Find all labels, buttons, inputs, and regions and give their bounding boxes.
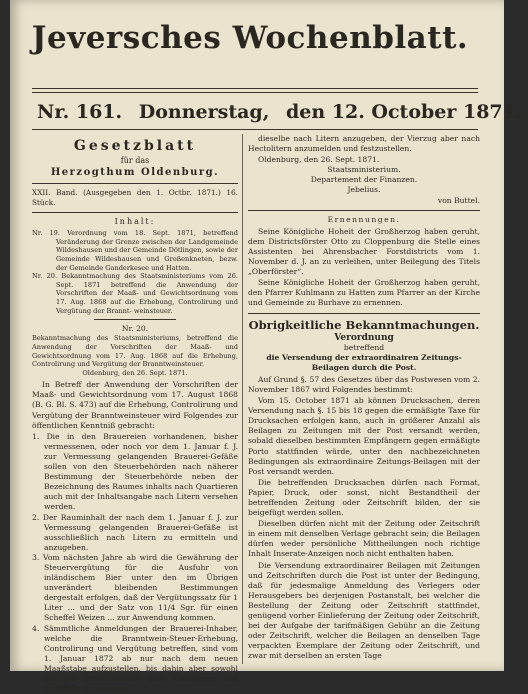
- issue-rule: [32, 129, 478, 130]
- paragraph-drucksachen: Die betreffenden Drucksachen dürfen nach Format, Papier, Druck, oder sonst, nicht Bestandtheil der betreffenden Zeitung oder Zeitschrift bilden, der sie beigefügt werden sollen.: [248, 477, 480, 518]
- issue-date: den 12. October 1871.: [285, 101, 523, 123]
- divider: [32, 183, 238, 184]
- list-item-2: 2. Der Rauminhalt der nach dem 1. Januar f. J. zur Vermessung gelangenden Brauerei-Gefäße ist ausschließlich nach Litern zu ermitteln und anzugeben.: [32, 512, 238, 552]
- divider: [248, 210, 480, 211]
- divider: [94, 319, 176, 320]
- top-signer: Jebelius.: [347, 185, 381, 195]
- left-column: [32, 134, 238, 694]
- inhalt-item-20: Nr. 20. Bekanntmachung des Staatsministeriums vom 26. Sept. 1871 betreffend die Anwendung der Vorschriften der Maaß- und Gewichtsordnung vom 17. Aug. 1868 auf die Erhebung, Controlirung und Vergütung der Brannt- weinsteuer.: [32, 272, 238, 315]
- nr20-heading: Nr. 20.: [121, 324, 149, 334]
- masthead-rule-bottom: [32, 92, 478, 93]
- masthead-title: Jeversches Wochenblatt.: [31, 20, 469, 56]
- paragraph-dieselben: Dieselben dürfen nicht mit der Zeitung oder Zeitschrift in einem mit denselben Verlage gebracht sein; die Beilagen dürfen weder persönliche Mittheilungen noch richtige Inhalt Inserate-Anzeigen noch nicht enthalten haben.: [248, 519, 480, 559]
- band-line: XXII. Band. (Ausgegeben den 1. Octbr. 1871.) 16. Stück.: [32, 188, 238, 208]
- paragraph-october: Vom 15. October 1871 ab können Drucksachen, deren Versendung nach §. 15 bis 18 gegen die ermäßigte Taxe für Drucksachen erfolgen kann, auch in größerer Anzahl als Beilagen zu Zeitungen mit der Post versandt werden, sobald dieselben bestimmten Empfängern gegen ermäßigte Porto stattfinden würde, unter den nachbezeichneten Bedingungen als extraordinaire Zeitungs-Beilagen mit der Post versandt werden.: [248, 396, 480, 476]
- issue-line: [32, 99, 523, 125]
- column-divider: [242, 134, 243, 664]
- top-place: Oldenburg, den 26. Sept. 1871.: [258, 155, 380, 165]
- paragraph-intro: In Betreff der Anwendung der Vorschriften der Maaß- und Gewichtsordnung vom 17. August 1868 (B. G. Bl. S. 473) auf die Erhebung, Controlirung und Vergütung der Branntweinsteuer wird Folgendes zur öffentlichen Kenntniß gebracht:: [32, 380, 238, 430]
- obrigkeitliche-heading: Obrigkeitliche Bekanntmachungen.: [248, 317, 480, 332]
- top-department: Departement der Finanzen.: [310, 175, 418, 185]
- divider: [248, 313, 480, 314]
- gesetzblatt-fuer: für das: [120, 156, 150, 165]
- newspaper-page: [10, 0, 523, 694]
- top-countersign: von Buttel.: [437, 195, 480, 205]
- issue-number: Nr. 161.: [37, 101, 123, 123]
- gesetzblatt-title: Gesetzblatt: [73, 138, 197, 154]
- verordnung-heading: Verordnung: [334, 332, 394, 343]
- issue-weekday: Donnerstag,: [138, 101, 270, 123]
- list-item-3: 3. Vom nächsten Jahre ab wird die Gewährung der Steuervergütung für die Ausfuhr von inländischem Bier unter den im Übrigen unverändert bleibenden Bestimmungen dergestalt erfolgen, daß der Vergütungssatz für 1 Liter ... und der Satz von 11/4 Sgr. für einen Scheffel Weizen ... zur Anwendung kommen.: [32, 552, 238, 623]
- right-column: [248, 134, 480, 664]
- nr20-intro: Bekanntmachung des Staatsministeriums, betreffend die Anwendung der Vorschriften der Maaß- und Gewichtsordnung vom 17. Aug. 1868 auf die Erhebung, Controlirung und Vergütung der Branntweinsteuer.: [32, 334, 238, 369]
- gesetzblatt-land: Herzogthum Oldenburg.: [50, 167, 220, 178]
- inhalt-heading: Inhalt:: [114, 217, 156, 227]
- list-item-4: 4. Sämmtliche Anmeldungen der Brauerei-Inhaber, welche die Branntwein-Steuer-Erhebung, Controlirung und Vergütung betreffen, sind vom 1. Januar 1872 ab nur nach dem neuen Maaßstabe aufzustellen, bis dahin aber sowohl mit der Inhaltsangabe nach Quartieren und Scheffeln zu versehen.: [32, 623, 238, 694]
- top-text: dieselbe nach Litern anzugeben, der Vierzug aber nach Hectolitern anzumelden und festzustellen.: [248, 134, 480, 154]
- list-item-1: 1. Die in den Brauereien vorhandenen, bisher vermessenen, oder noch vor dem 1. Januar f. J. zur Vermessung gelangenden Brauerei-Gefäße sollen von den Steuerbehörden nach näherer Bestimmung der Steuerbehörde neben der Bezeichnung des Raumes inhalts nach Quartieren auch mit der Inhaltsangabe nach Litern versehen werden.: [32, 431, 238, 512]
- inhalt-item-19: Nr. 19. Verordnung vom 18. Sept. 1871, betreffend Veränderung der Grenze zwischen der Landgemeinde Wildeshausen und der Gemeinde Dötlingen, sowie der Gemeinde Wildeshausen und Großenkneten, bezw. der Gemeinde Ganderkesee und Hatten.: [32, 229, 238, 272]
- divider: [32, 212, 238, 213]
- masthead-rule-top: [32, 88, 478, 89]
- betreffend-text: betreffend: [343, 342, 385, 352]
- top-ministry: Staatsministerium.: [327, 165, 401, 175]
- ernennung-2: Seine Königliche Hoheit der Großherzog haben geruht, den Pfarrer Kuhlmann zu Hatten zum Pfarrer an der Kirche und Gemeinde zu Burhave zu ernennen.: [248, 278, 480, 308]
- ernennung-1: Seine Königliche Hoheit der Großherzog haben geruht, dem Districtsförster Otto zu Cloppenburg die Stelle eines Assistenten bei Ahrensbacher Forstdistricts vom 1. November d. J. an zu verleihen, unter Beilegung des Titels „Oberförster“.: [248, 226, 480, 277]
- paragraph-auf-grund: Auf Grund §. 57 des Gesetzes über das Postwesen vom 2. November 1867 wird Folgendes bestimmt:: [248, 374, 480, 394]
- nr20-place: Oldenburg, den 26. Sept. 1871.: [82, 368, 188, 377]
- versendung-title: die Versendung der extraordinairen Zeitungs-Beilagen durch die Post.: [266, 352, 462, 372]
- paragraph-versendung: Die Versendung extraordinairer Beilagen mit Zeitungen und Zeitschriften durch die Post ist unter der Bedingung, daß für jedesmalige Anmeldung des Verlegers oder Herausgebers bei derjenigen Postanstalt, bei welcher die Bestellung der Zeitung oder Zeitschrift stattfindet, genügend vorher Einlieferung der Zeitung oder Zeitschrift, bei der Aufgabe der tarifmäßigen Gebühr an die Zeitung oder Zeitschrift, welcher die Beilagen an denselben Tage verpackten Exemplare der Zeitung oder Zeitschrift, und zwar mit derselben an ersten Tage: [248, 560, 480, 661]
- ernennungen-heading: Ernennungen.: [327, 214, 401, 224]
